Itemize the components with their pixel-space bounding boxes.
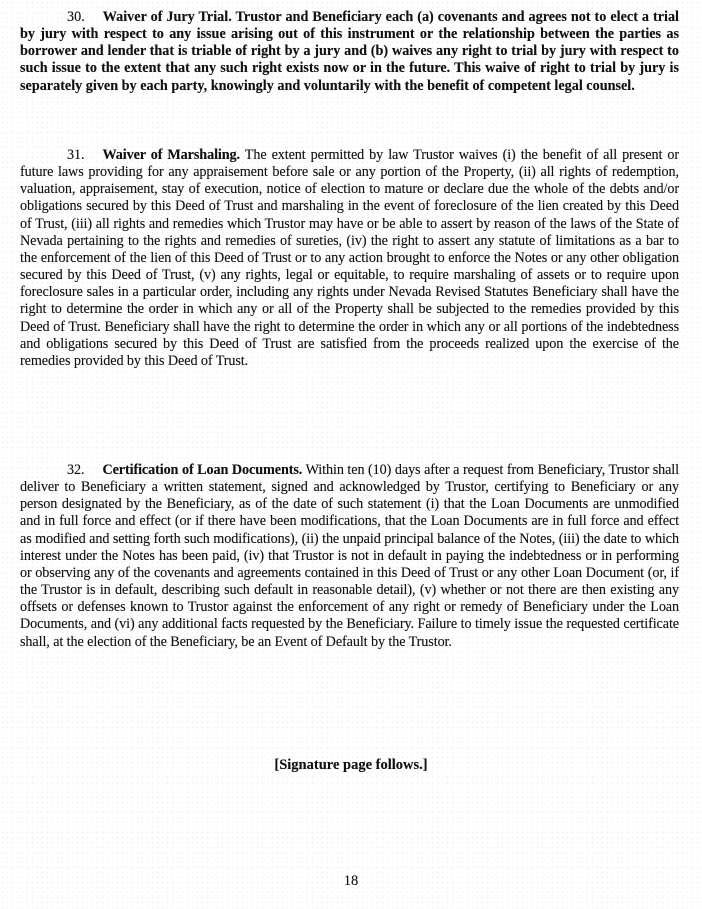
section-32 <box>20 462 679 651</box>
page-number: 18 <box>343 873 359 889</box>
section-body: The extent permitted by law Trustor waives (i) the benefit of all present or future laws providing for any appraisement before sale or any portion of the Property, (ii) all rights of redemption, valuation, appraisement, stay of execution, notice of election to mature or declare due the whole of the debts and/or obligations secured by this Deed of Trust and marshaling in the event of foreclosure of the lien created by this Deed of Trust, (iii) all rights and remedies which Trustor may have or be able to assert by reason of the laws of the State of Nevada pertaining to the rights and remedies of sureties, (iv) the right to assert any statute of limitations as a bar to the enforcement of the lien of this Deed of Trust or to any action brought to enforce the Notes or any other obligation secured by this Deed of Trust, (v) any rights, legal or equitable, to require marshaling of assets or to require upon foreclosure sales in a particular order, including any rights under Nevada Revised Statutes Beneficiary shall have the right to determine the order in which any or all of the Property shall be subjected to the remedies provided by this Deed of Trust. Beneficiary shall have the right to determine the order in which any or all portions of the indebtedness and obligations secured by this Deed of Trust are satisfied from the proceeds realized upon the exercise of the remedies provided by this Deed of Trust. <box>20 147 679 369</box>
section-heading: Waiver of Jury Trial. <box>102 9 232 25</box>
section-heading: Waiver of Marshaling. <box>102 147 240 163</box>
section-heading: Certification of Loan Documents. <box>102 462 303 478</box>
section-number: 30. <box>67 9 85 25</box>
section-number: 31. <box>67 147 85 163</box>
section-number: 32. <box>67 462 85 478</box>
section-body: Trustor and Beneficiary each (a) covenants and agrees not to elect a trial by jury with respect to any issue arising out of this instrument or the relationship between the parties as borrower and lender that is triable of right by a jury and (b) waives any right to trial by jury with respect to such issue to the extent that any such right exists now or in the future. This waive of right to trial by jury is separately given by each party, knowingly and voluntarily with the benefit of competent legal counsel. <box>20 9 680 94</box>
section-body: Within ten (10) days after a request from Beneficiary, Trustor shall deliver to Beneficiary a written statement, signed and acknowledged by Trustor, certifying to Beneficiary or any person designated by the Beneficiary, as of the date of such statement (i) that the Loan Documents are unmodified and in full force and effect (or if there have been modifications, that the Loan Documents are in full force and effect as modified and setting forth such modifications), (ii) the unpaid principal balance of the Notes, (iii) the date to which interest under the Notes has been paid, (iv) that Trustor is not in default in paying the indebtedness or in performing or observing any of the covenants and agreements contained in this Deed of Trust or any other Loan Document (or, if the Trustor is in default, describing such default in reasonable detail), (v) whether or not there are then existing any offsets or defenses known to Trustor against the enforcement of any right or remedy of Beneficiary under the Loan Documents, and (vi) any additional facts requested by the Beneficiary. Failure to timely issue the requested certificate shall, at the election of the Beneficiary, be an Event of Default by the Trustor. <box>20 462 679 650</box>
section-30 <box>20 9 679 95</box>
signature-page-note: [Signature page follows.] <box>274 757 428 773</box>
section-31 <box>20 147 679 370</box>
